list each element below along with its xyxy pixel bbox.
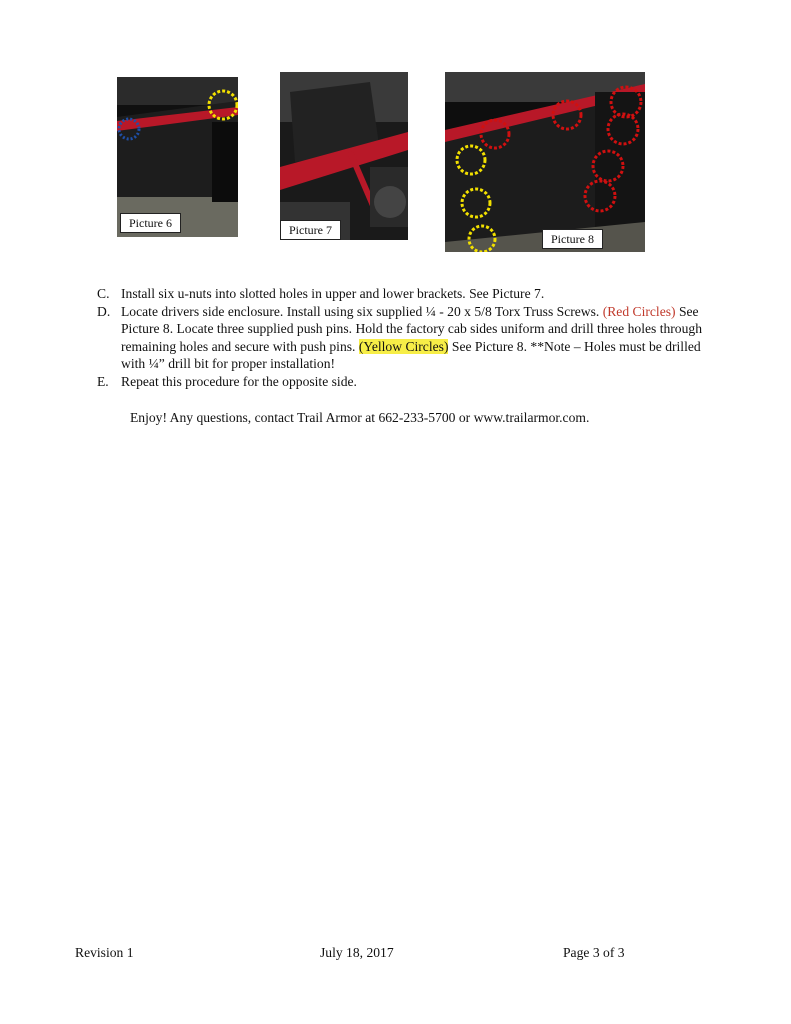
footer-date: July 18, 2017: [320, 945, 394, 960]
picture-7-illustration: [280, 72, 408, 240]
footer-revision: Revision 1: [75, 945, 134, 960]
step-e-text: Repeat this procedure for the opposite side.: [121, 373, 357, 389]
footer-page-number: Page 3 of 3: [563, 945, 625, 960]
step-c: [97, 285, 727, 303]
step-d-text-1: Locate drivers side enclosure. Install using six supplied ¼ - 20 x 5/8 Torx Truss Screws.: [121, 303, 603, 319]
step-d-text-2: See Picture 8. Locate three supplied push pins. Hold the factory cab sides uniform and drill three holes through remaining holes and secure with push pins.: [121, 303, 702, 354]
yellow-circles-label: (Yellow Circles): [358, 338, 449, 354]
step-c-letter: C.: [97, 286, 110, 301]
picture-8-label: Picture 8: [542, 229, 603, 249]
picture-6-photo: [117, 77, 238, 237]
picture-7-label: Picture 7: [280, 220, 341, 240]
step-e-letter: E.: [97, 373, 109, 389]
step-d-letter: D.: [97, 303, 111, 319]
step-d: [97, 303, 727, 373]
step-e: [97, 373, 727, 391]
picture-8-illustration: [445, 72, 645, 252]
red-circles-label: (Red Circles): [602, 303, 676, 319]
instruction-steps: [97, 285, 727, 390]
picture-8-photo: [445, 72, 645, 252]
step-c-text: Install six u-nuts into slotted holes in upper and lower brackets. See Picture 7.: [121, 286, 545, 301]
contact-line: Enjoy! Any questions, contact Trail Armor at 662-233-5700 or www.trailarmor.com.: [130, 410, 590, 425]
picture-7-photo: [280, 72, 408, 240]
picture-6-label: Picture 6: [120, 213, 181, 233]
step-d-text-3: See Picture 8. **Note – Holes must be drilled with ¼” drill bit for proper installation!: [121, 338, 701, 371]
